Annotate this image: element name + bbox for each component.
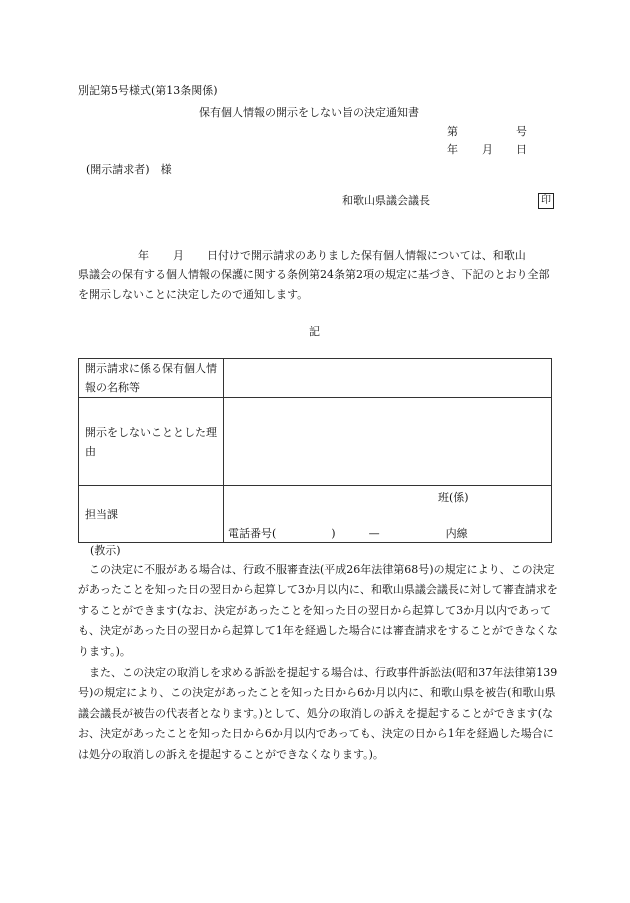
intro-paragraph: 県議会の保有する個人情報の保護に関する条例第24条第2項の規定に基づき、下記のとおり全部を開示しないことに決定したので通知します。 bbox=[78, 268, 550, 302]
intro-month: 月 bbox=[173, 249, 184, 262]
han-label: 班(係) bbox=[438, 491, 469, 504]
notice-paragraph-1: この決定に不服がある場合は、行政不服審査法(平成26年法律第68号)の規定により、この決定があったことを知った日の翌日から起算して3か月以内に、和歌山県議会議長に対して審査請求をすることができます(なお、決定があったことを知った日の翌日から起算して3か月以内であっても、決定があった日の翌日から起算して1年を経過した場合には審査請求をすることができなくなります。)。 bbox=[78, 563, 558, 658]
ki-heading: 記 bbox=[309, 325, 320, 338]
row-label-reason: 開示をしないこととした理由 bbox=[79, 398, 224, 486]
seal-box: 印 bbox=[538, 193, 554, 209]
row-value-info-name bbox=[224, 359, 552, 398]
date-month: 月 bbox=[482, 143, 493, 156]
number-dai: 第 bbox=[447, 125, 458, 138]
phone-label: 電話番号( ) — 内線 bbox=[228, 527, 468, 540]
row-value-reason bbox=[224, 398, 552, 486]
recipient: (開示請求者) 様 bbox=[86, 163, 172, 176]
row-value-department bbox=[224, 486, 552, 543]
form-number: 別記第5号様式(第13条関係) bbox=[78, 84, 218, 97]
row-label-info-name: 開示請求に係る保有個人情報の名称等 bbox=[79, 359, 224, 398]
info-table bbox=[78, 358, 552, 543]
notice-heading: (教示) bbox=[90, 544, 121, 557]
document-title: 保有個人情報の開示をしない旨の決定通知書 bbox=[199, 106, 419, 119]
intro-year: 年 bbox=[138, 249, 149, 262]
notice-paragraph-2: また、この決定の取消しを求める訴訟を提起する場合は、行政事件訴訟法(昭和37年法律第139号)の規定により、この決定があったことを知った日から6か月以内に、和歌山県を被告(和歌山県議会議長が被告の代表者となります。)として、処分の取消しの訴えを提起することができます(なお、決定があったことを知った日から6か月以内であっても、決定の日から1年を経過した場合には処分の取消しの訴えを提起することができなくなります。)。 bbox=[78, 666, 558, 761]
number-go: 号 bbox=[516, 125, 527, 138]
intro-line1: 日付けで開示請求のありました保有個人情報については、和歌山 bbox=[207, 249, 526, 262]
issuer: 和歌山県議会議長 bbox=[342, 194, 430, 207]
date-day: 日 bbox=[516, 143, 527, 156]
date-year: 年 bbox=[447, 143, 458, 156]
row-label-department: 担当課 bbox=[79, 486, 224, 543]
